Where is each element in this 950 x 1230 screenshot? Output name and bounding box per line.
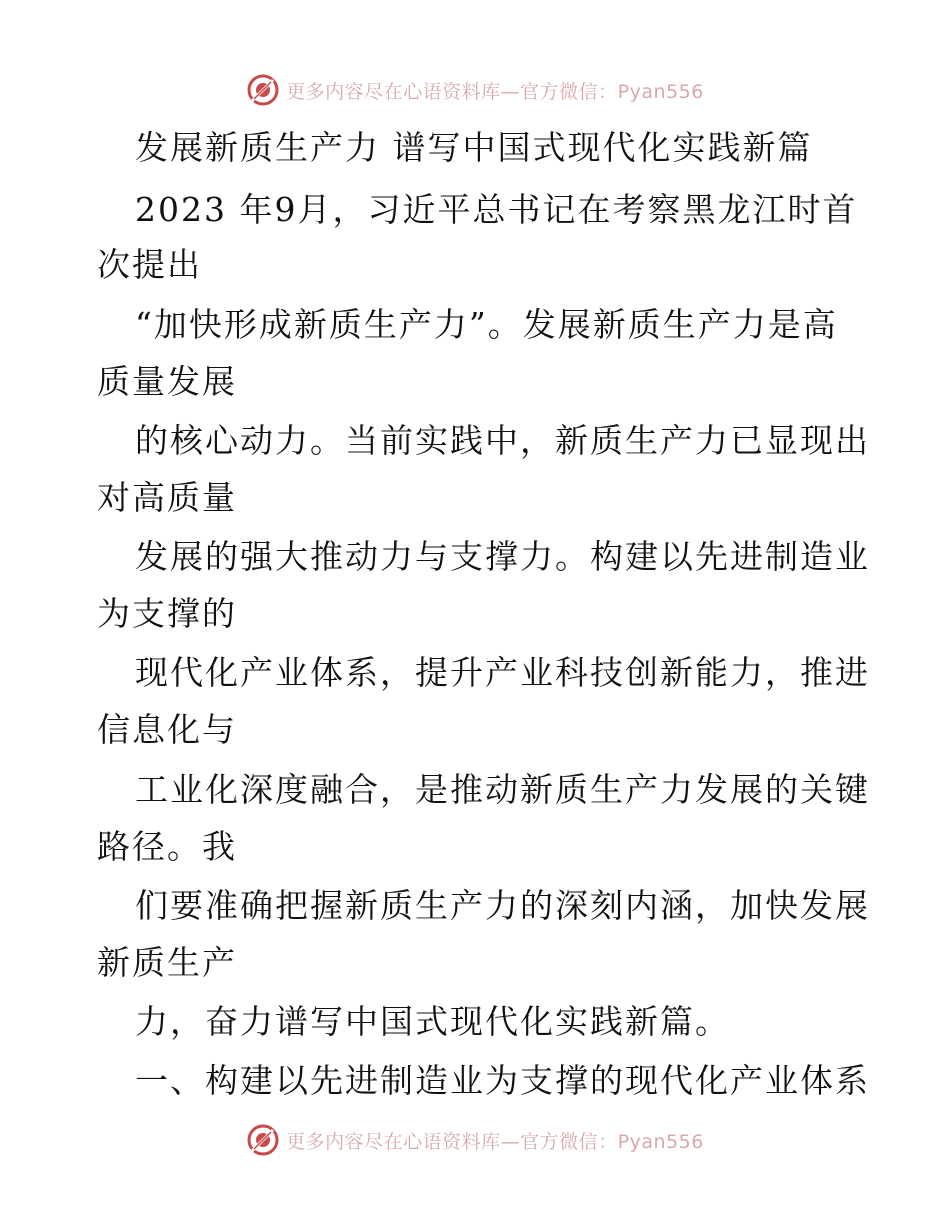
paragraph-line: 力，奋力谱写中国式现代化实践新篇。 xyxy=(135,1002,730,1041)
paragraph-line: 信息化与 xyxy=(97,710,237,749)
header-watermark xyxy=(0,70,950,110)
document-title: 发展新质生产力 谱写中国式现代化实践新篇 xyxy=(135,128,813,167)
footer-watermark xyxy=(0,1120,950,1160)
paragraph-line: 质量发展 xyxy=(97,362,237,401)
watermark-text: 更多内容尽在心语资料库—官方微信：Pyan556 xyxy=(286,1130,704,1153)
paragraph-line: 发展的强大推动力与支撑力。构建以先进制造业 xyxy=(135,537,870,576)
paragraph-line: 新质生产 xyxy=(97,943,237,982)
paragraph-line: 次提出 xyxy=(97,245,202,284)
paragraph-line: 路径。我 xyxy=(97,827,237,866)
paragraph-line: “加快形成新质生产力”。发展新质生产力是高 xyxy=(135,305,838,344)
watermark-text: 更多内容尽在心语资料库—官方微信：Pyan556 xyxy=(286,80,704,103)
brand-logo-icon xyxy=(246,1123,280,1157)
paragraph-line: 对高质量 xyxy=(97,478,237,517)
paragraph-line: 为支撑的 xyxy=(97,594,237,633)
paragraph-line: 现代化产业体系，提升产业科技创新能力，推进 xyxy=(135,653,870,692)
paragraph-line: 工业化深度融合，是推动新质生产力发展的关键 xyxy=(135,770,870,809)
paragraph-line: 的核心动力。当前实践中，新质生产力已显现出 xyxy=(135,421,870,460)
section-heading: 一、构建以先进制造业为支撑的现代化产业体系 xyxy=(135,1061,870,1100)
paragraph-line: 们要准确把握新质生产力的深刻内涵，加快发展 xyxy=(135,886,870,925)
brand-logo-icon xyxy=(246,73,280,107)
paragraph-line: 2023 年9月，习近平总书记在考察黑龙江时首 xyxy=(135,190,858,229)
